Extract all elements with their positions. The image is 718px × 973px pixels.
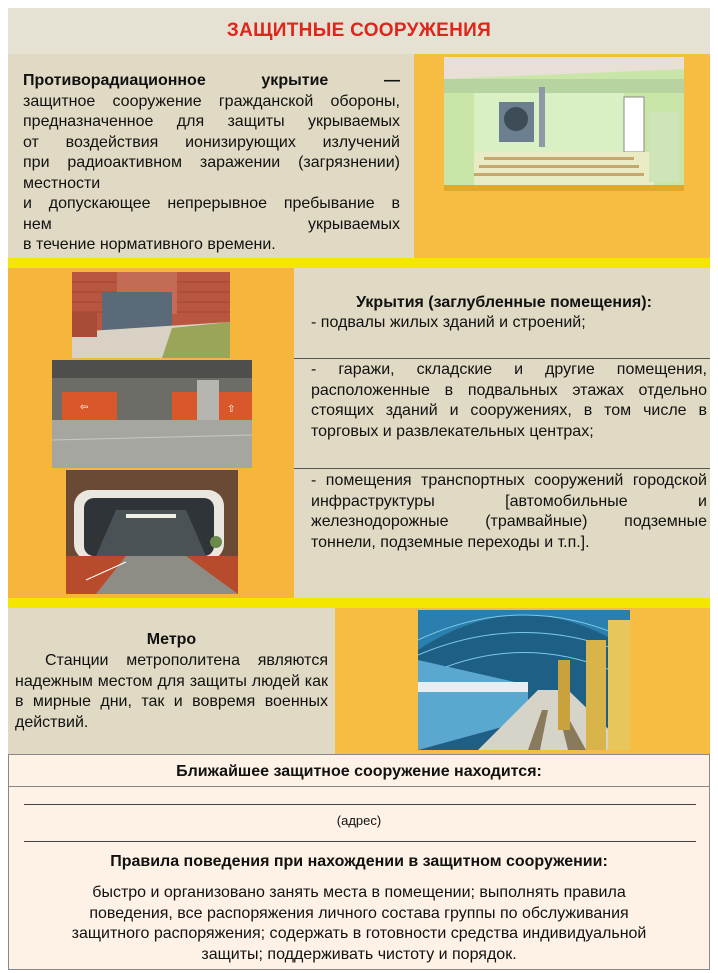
shelter-line-7: нем укрываемых	[23, 215, 400, 233]
page-title: ЗАЩИТНЫЕ СООРУЖЕНИЯ	[226, 20, 492, 41]
metro-title: Метро	[146, 631, 197, 648]
address-caption: (адрес)	[336, 813, 382, 828]
basements-divider-2	[294, 468, 710, 469]
shelter-line-4: при радиоактивном заражении (загрязнении)	[23, 154, 400, 171]
shelter-line-3: от воздействия ионизирующих излучений	[23, 133, 400, 151]
page-header	[8, 8, 710, 54]
nearest-header-divider	[8, 786, 710, 787]
basements-title: Укрытия (заглубленные помещения):	[356, 294, 652, 311]
nearest-shelter-label: Ближайшее защитное сооружение находится:	[176, 763, 542, 780]
rules-line-2: поведения, все распоряжения личного состава группы по обслуживания	[89, 904, 629, 922]
separator-band-1	[8, 258, 710, 268]
rules-line-3: защитного распоряжения; содержать в готовности средства индивидуальной	[71, 925, 647, 942]
shelter-line-8: в течение нормативного времени.	[23, 236, 276, 253]
metro-text: Станции метрополитена являются надежным местом для защиты людей как в мирные дни, так и вовремя военных действий.	[15, 652, 328, 731]
basements-item-2: - гаражи, складские и другие помещения, расположенные в подвальных этажах отдельно стоящих зданий и сооружениях, в том числе в торговых и развлекательных центрах;	[311, 361, 707, 440]
underground-garage-image	[52, 360, 252, 468]
basements-item-3: - помещения транспортных сооружений городской инфраструктуры [автомобильные и железнодорожные (трамвайные) подземные тоннели, подземные переходы и т.п.].	[311, 472, 707, 551]
rules-line-1: быстро и организовано занять места в помещении; выполнять правила	[92, 884, 626, 901]
basements-item-1: - подвалы жилых зданий и строений;	[311, 314, 586, 331]
rules-line-4: защиты; поддерживать чистоту и порядок.	[201, 945, 517, 963]
rules-title: Правила поведения при нахождении в защитном сооружении:	[110, 853, 608, 870]
shelter-cutaway-image	[444, 57, 684, 191]
svg-text:⇧: ⇧	[227, 404, 236, 415]
building-basement-image	[72, 272, 230, 358]
address-line-2[interactable]	[24, 841, 696, 843]
transport-tunnel-image	[66, 470, 238, 594]
shelter-line-6: и допускающее непрерывное пребывание в	[23, 195, 400, 212]
shelter-term: Противорадиационное укрытие —	[23, 72, 400, 89]
basements-divider-1	[294, 358, 710, 359]
shelter-definition	[23, 71, 400, 256]
shelter-line-5: местности	[23, 174, 101, 192]
shelter-line-1: защитное сооружение гражданской обороны,	[23, 92, 400, 110]
address-line-1[interactable]	[24, 804, 696, 806]
svg-text:⇦: ⇦	[80, 402, 89, 413]
metro-station-image	[418, 610, 630, 750]
separator-band-2	[8, 598, 710, 608]
shelter-line-2: предназначенное для защиты укрываемых	[23, 113, 400, 130]
rules-text	[8, 883, 710, 965]
